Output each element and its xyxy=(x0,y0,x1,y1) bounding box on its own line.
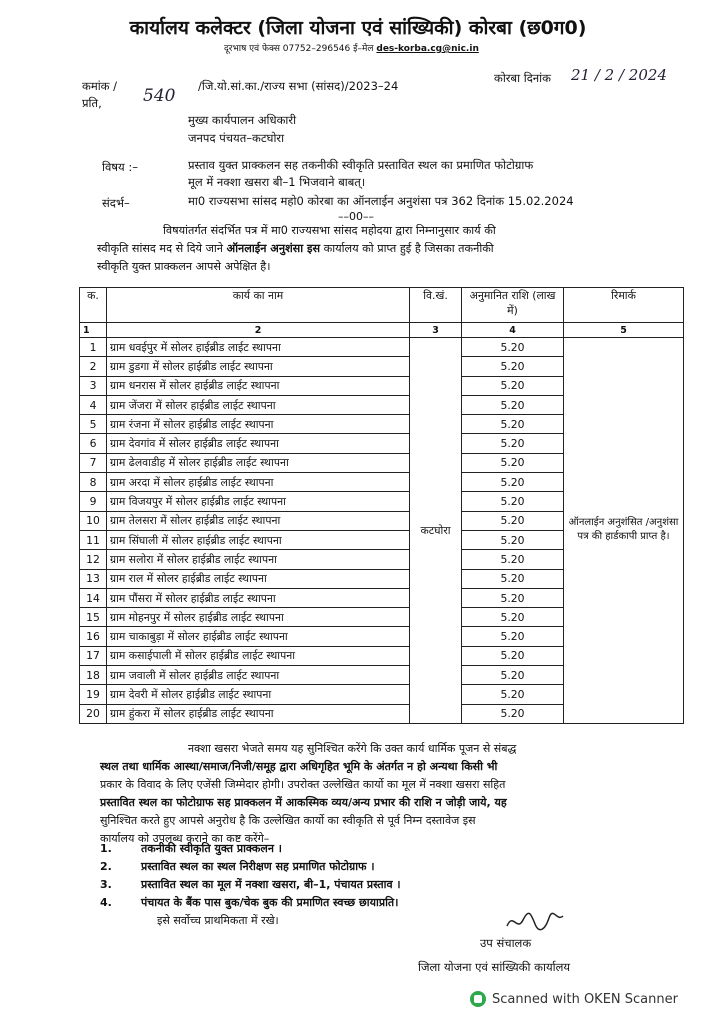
row-work-name: ग्राम सलोरा में सोलर हाईब्रीड लाईट स्थापना xyxy=(107,550,410,569)
kramank-label: कमांक / xyxy=(82,79,118,93)
row-sn: 13 xyxy=(80,569,107,588)
row-amount: 5.20 xyxy=(462,588,564,607)
row-work-name: ग्राम राल में सोलर हाईब्रीड लाईट स्थापना xyxy=(107,569,410,588)
row-amount: 5.20 xyxy=(462,569,564,588)
document-item: 2. प्रस्तावित स्थल का स्थल निरीक्षण सह प्रमाणित फोटोग्राफ । xyxy=(100,860,375,873)
row-amount: 5.20 xyxy=(462,434,564,453)
row-sn: 19 xyxy=(80,685,107,704)
row-amount: 5.20 xyxy=(462,453,564,472)
row-work-name: ग्राम सिंघाली में सोलर हाईब्रीड लाईट स्थापना xyxy=(107,530,410,549)
document-item: 4. पंचायत के बैंक पास बुक/चेक बुक की प्रमाणित स्वच्छ छायाप्रति। xyxy=(100,896,399,909)
header-sn: क. xyxy=(80,288,107,323)
row-amount: 5.20 xyxy=(462,357,564,376)
row-amount: 5.20 xyxy=(462,415,564,434)
intro-line-1: विषयांतर्गत संदर्भित पत्र में मा0 राज्यसभा सांसद महोदया द्वारा निम्नानुसार कार्य की xyxy=(163,224,496,237)
body-line-5: सुनिश्चित करते हुए आपसे अनुरोध है कि उल्लेखित कार्यो का स्वीकृति से पूर्व निम्न दस्तावेज इस xyxy=(100,814,476,827)
row-amount: 5.20 xyxy=(462,530,564,549)
row-work-name: ग्राम रंजना में सोलर हाईब्रीड लाईट स्थापना xyxy=(107,415,410,434)
row-work-name: ग्राम धवईपुर में सोलर हाईब्रीड लाईट स्थापना xyxy=(107,338,410,357)
letter-number-handwritten: 540 xyxy=(143,86,176,106)
row-amount: 5.20 xyxy=(462,473,564,492)
body-line-6: कार्यालय को उपलब्ध कराने का कष्ट करेंगे– xyxy=(100,832,270,845)
row-sn: 5 xyxy=(80,415,107,434)
row-work-name: ग्राम पौंसरा में सोलर हाईब्रीड लाईट स्थापना xyxy=(107,588,410,607)
signatory-office: जिला योजना एवं सांख्यिकी कार्यालय xyxy=(418,960,571,974)
row-amount: 5.20 xyxy=(462,550,564,569)
intro-paragraph xyxy=(97,222,496,276)
table-row xyxy=(80,338,684,357)
row-sn: 2 xyxy=(80,357,107,376)
reference-label: संदर्भ– xyxy=(102,196,130,210)
subject-line-2: मूल में नक्शा खसरा बी–1 भिजवाने बाबत्। xyxy=(188,175,366,189)
subject-label: विषय :– xyxy=(102,160,138,174)
contact-text: दूरभाष एवं फेक्स 07752–296546 ई–मेल xyxy=(224,44,374,54)
header-work-name: कार्य का नाम xyxy=(107,288,410,323)
row-sn: 20 xyxy=(80,704,107,723)
header-block: वि.खं. xyxy=(410,288,462,323)
reference-text: मा0 राज्यसभा सांसद महो0 कोरबा का ऑनलाईन अनुशंसा पत्र 362 दिनांक 15.02.2024 xyxy=(188,194,574,208)
intro-line-3: स्वीकृति युक्त प्राक्कलन आपसे अपेक्षित है। xyxy=(97,260,271,273)
contact-email: des-korba.cg@nic.in xyxy=(376,44,479,54)
row-amount: 5.20 xyxy=(462,395,564,414)
letterhead-contact xyxy=(224,41,479,54)
row-sn: 14 xyxy=(80,588,107,607)
row-sn: 12 xyxy=(80,550,107,569)
colnum: 4 xyxy=(462,323,564,338)
document-list xyxy=(100,840,401,912)
row-amount: 5.20 xyxy=(462,608,564,627)
row-sn: 6 xyxy=(80,434,107,453)
row-work-name: ग्राम तेलसरा में सोलर हाईब्रीड लाईट स्थापना xyxy=(107,511,410,530)
row-sn: 9 xyxy=(80,492,107,511)
row-amount: 5.20 xyxy=(462,685,564,704)
colnum: 2 xyxy=(107,323,410,338)
header-amount: अनुमानित राशि (लाख में) xyxy=(462,288,564,323)
row-work-name: ग्राम मोहनपुर में सोलर हाईब्रीड लाईट स्थापना xyxy=(107,608,410,627)
header-remark: रिमार्क xyxy=(564,288,684,323)
row-amount: 5.20 xyxy=(462,492,564,511)
body-line-1: नक्शा खसरा भेजते समय यह सुनिश्चित करेंगे कि उक्त कार्य धार्मिक पूजन से संबद्ध xyxy=(188,742,517,755)
handwritten-signature xyxy=(505,910,565,934)
body-line-2: स्थल तथा धार्मिक आस्था/समाज/निजी/समूह द्वारा अधिगृहित भूमि के अंतर्गत न हो अन्यथा किसी भी xyxy=(100,760,498,773)
row-work-name: ग्राम डुडगा में सोलर हाईब्रीड लाईट स्थापना xyxy=(107,357,410,376)
row-work-name: ग्राम विजयपुर में सोलर हाईब्रीड लाईट स्थापना xyxy=(107,492,410,511)
row-work-name: ग्राम देवगांव में सोलर हाईब्रीड लाईट स्थापना xyxy=(107,434,410,453)
column-number-row xyxy=(80,323,684,338)
closing-line: इसे सर्वोच्च प्राथमिकता में रखे। xyxy=(157,914,279,927)
row-sn: 17 xyxy=(80,646,107,665)
row-sn: 3 xyxy=(80,376,107,395)
body-paragraph xyxy=(100,740,516,848)
document-item: 1. तकनीकी स्वीकृति युक्त प्राक्कलन । xyxy=(100,842,282,855)
row-amount: 5.20 xyxy=(462,704,564,723)
row-amount: 5.20 xyxy=(462,376,564,395)
colnum: 3 xyxy=(410,323,462,338)
row-work-name: ग्राम कसाईपाली में सोलर हाईब्रीड लाईट स्थापना xyxy=(107,646,410,665)
scanner-watermark xyxy=(470,991,678,1007)
works-table xyxy=(79,287,684,724)
row-work-name: ग्राम ढेलवाडीह में सोलर हाईब्रीड लाईट स्थापना xyxy=(107,453,410,472)
row-sn: 15 xyxy=(80,608,107,627)
row-sn: 11 xyxy=(80,530,107,549)
recipient-designation: मुख्य कार्यपालन अधिकारी xyxy=(188,113,297,127)
prati-label: प्रति, xyxy=(82,96,102,110)
row-sn: 1 xyxy=(80,338,107,357)
row-amount: 5.20 xyxy=(462,646,564,665)
scanner-text: Scanned with OKEN Scanner xyxy=(492,991,678,1007)
date-handwritten: 21 / 2 / 2024 xyxy=(571,66,667,84)
table-body xyxy=(80,338,684,724)
row-block: कटघोरा xyxy=(410,338,462,724)
row-work-name: ग्राम जेंजरा में सोलर हाईब्रीड लाईट स्थापना xyxy=(107,395,410,414)
row-remark: ऑनलाईन अनुशंसित /अनुशंसा पत्र की हार्डकापी प्राप्त है। xyxy=(564,338,684,724)
row-sn: 8 xyxy=(80,473,107,492)
row-sn: 16 xyxy=(80,627,107,646)
letter-code: /जि.यो.सां.का./राज्य सभा (सांसद)/2023–24 xyxy=(198,79,399,93)
body-line-4: प्रस्तावित स्थल का फोटोग्राफ सह प्राक्कलन में आकस्मिक व्यय/अन्य प्रभार की राशि न जोड़ी जाये, यह xyxy=(100,796,507,809)
row-amount: 5.20 xyxy=(462,627,564,646)
row-work-name: ग्राम जवाली में सोलर हाईब्रीड लाईट स्थापना xyxy=(107,666,410,685)
recipient-office: जनपद पंचयत–कटघोरा xyxy=(188,131,285,145)
subject-line-1: प्रस्ताव युक्त प्राक्कलन सह तकनीकी स्वीकृति प्रस्तावित स्थल का प्रमाणित फोटोग्राफ xyxy=(188,158,534,172)
body-line-3: प्रकार के विवाद के लिए एजेंसी जिम्मेदार होगी। उपरोक्त उल्लेखित कार्यो का मूल में नक्शा खसरा सहित xyxy=(100,778,506,791)
colnum: 1 xyxy=(80,323,107,338)
table-header-row xyxy=(80,288,684,323)
colnum: 5 xyxy=(564,323,684,338)
row-work-name: ग्राम धनरास में सोलर हाईब्रीड लाईट स्थापना xyxy=(107,376,410,395)
row-work-name: ग्राम हुंकरा में सोलर हाईब्रीड लाईट स्थापना xyxy=(107,704,410,723)
city-date-label: कोरबा दिनांक xyxy=(494,71,551,85)
separator: ––00–– xyxy=(338,210,374,223)
row-sn: 18 xyxy=(80,666,107,685)
row-work-name: ग्राम देवरी में सोलर हाईब्रीड लाईट स्थापना xyxy=(107,685,410,704)
document-item: 3. प्रस्तावित स्थल का मूल में नक्शा खसरा, बी–1, पंचायत प्रस्ताव । xyxy=(100,878,401,891)
signatory-designation: उप संचालक xyxy=(480,936,532,950)
row-amount: 5.20 xyxy=(462,666,564,685)
letterhead-title: कार्यालय कलेक्टर (जिला योजना एवं सांख्यिकी) कोरबा (छ0ग0) xyxy=(129,17,587,39)
oken-scanner-logo-icon xyxy=(470,991,486,1007)
row-work-name: ग्राम अरदा में सोलर हाईब्रीड लाईट स्थापना xyxy=(107,473,410,492)
intro-line-2: स्वीकृति सांसद मद से दिये जाने ऑनलाईन अनुशंसा इस कार्यालय को प्राप्त हुई है जिसका तकनीकी xyxy=(97,242,494,255)
row-sn: 10 xyxy=(80,511,107,530)
row-sn: 7 xyxy=(80,453,107,472)
row-amount: 5.20 xyxy=(462,338,564,357)
row-amount: 5.20 xyxy=(462,511,564,530)
row-work-name: ग्राम चाकाबुड़ा में सोलर हाईब्रीड लाईट स्थापना xyxy=(107,627,410,646)
row-sn: 4 xyxy=(80,395,107,414)
